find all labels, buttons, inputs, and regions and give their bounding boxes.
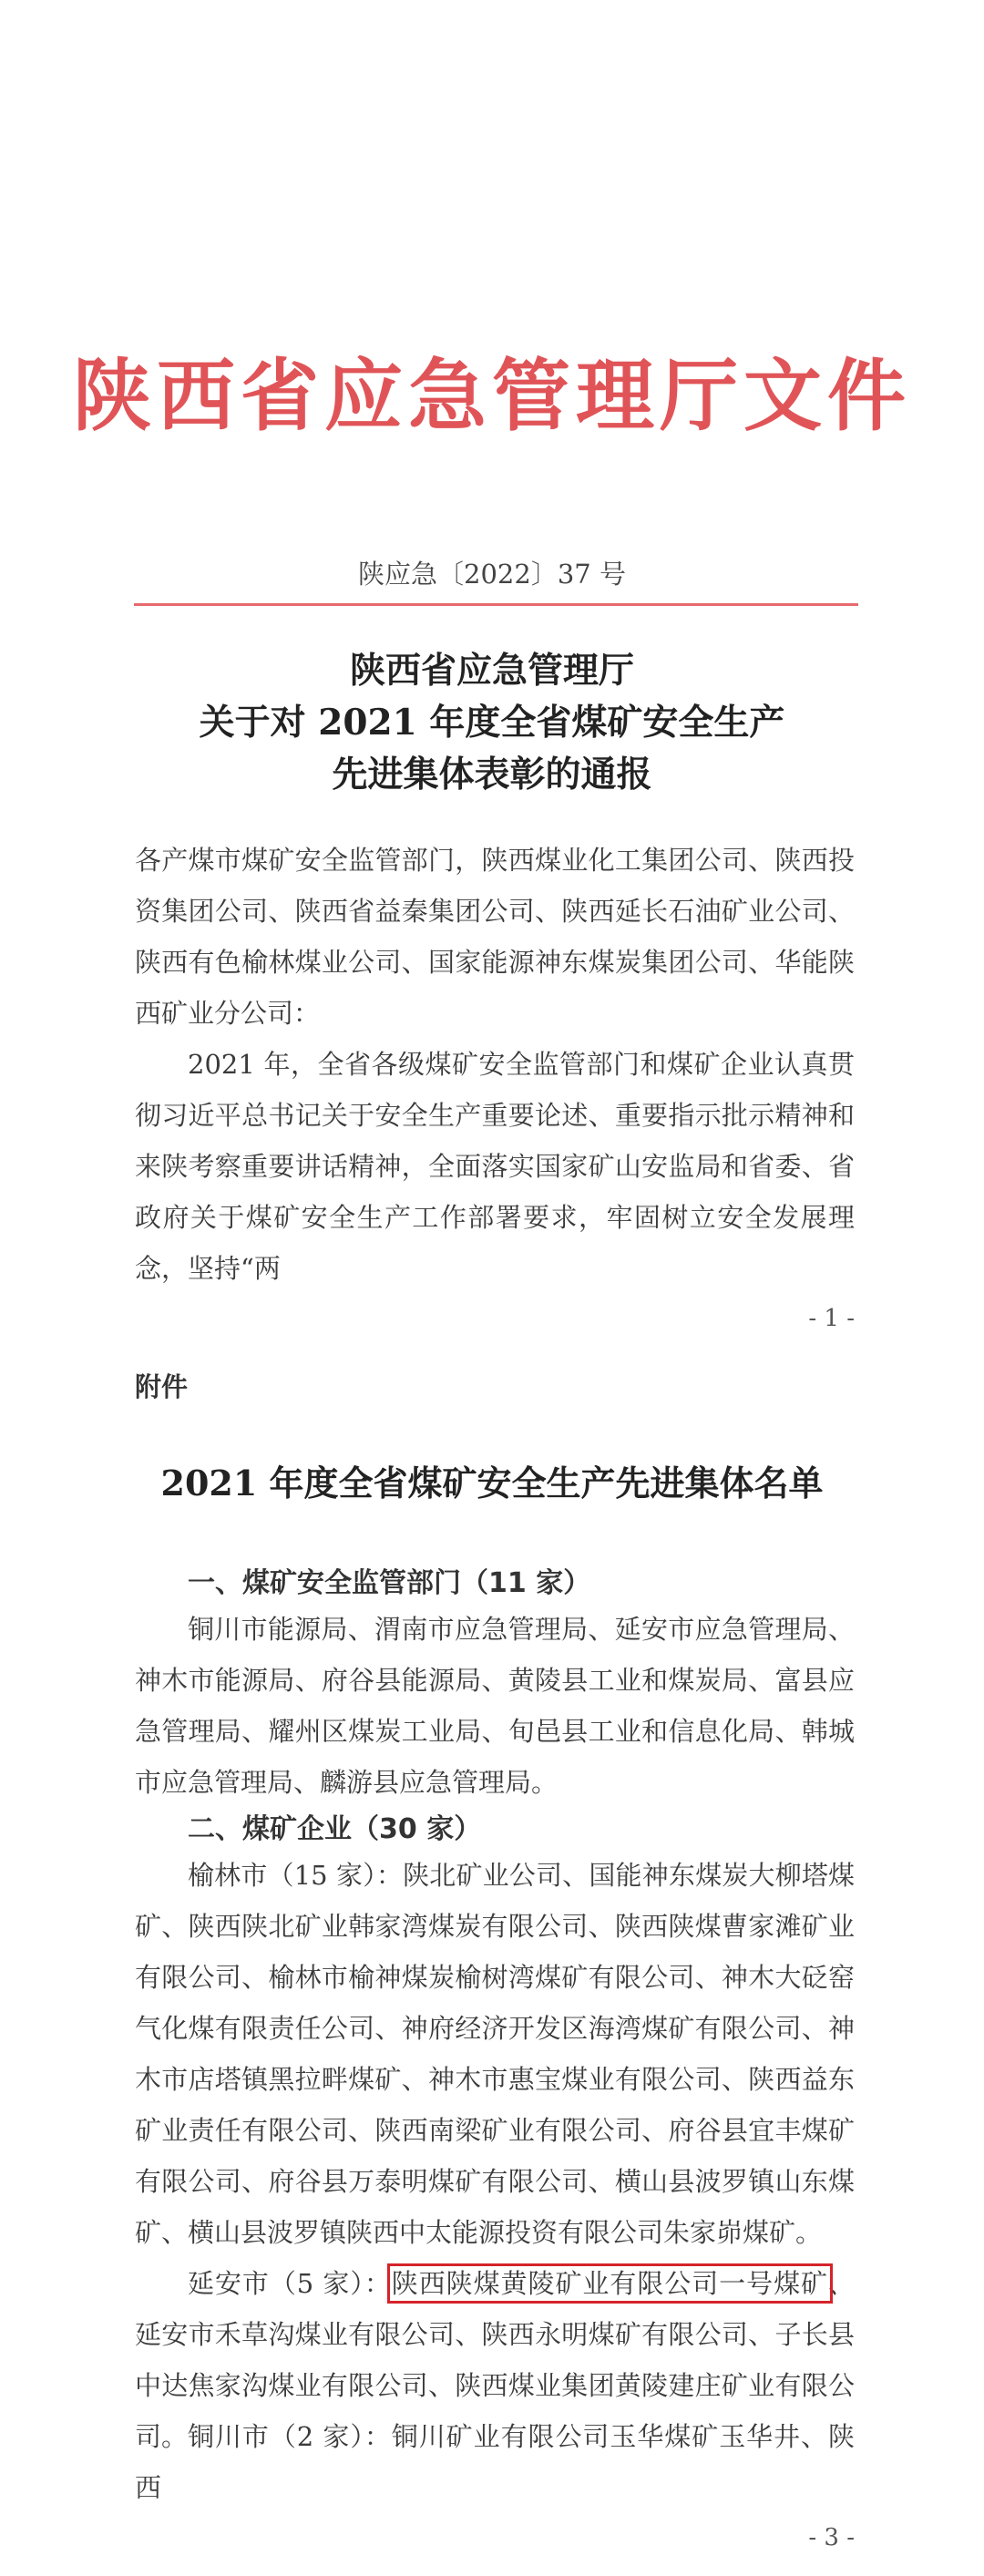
section-1-list [135,1604,855,1808]
document-number: 陕应急〔2022〕37 号 [358,559,626,590]
section-1-heading: 一、煤矿安全监管部门（11 家） [188,1567,591,1599]
yulin-text: 榆林市（15 家）：陕北矿业公司、国能神东煤炭大柳塔煤矿、陕西陕北矿业韩家湾煤炭有限公司、陕西陕煤曹家滩矿业有限公司、榆林市榆神煤炭榆树湾煤矿有限公司、神木大砭窑气化煤有限责任公司、神府经济开发区海湾煤矿有限公司、神木市店塔镇黑拉畔煤矿、神木市惠宝煤业有限公司、陕西益东矿业责任有限公司、陕西南梁矿业有限公司、府谷县宜丰煤矿有限公司、府谷县万泰明煤矿有限公司、横山县波罗镇山东煤矿、横山县波罗镇陕西中太能源投资有限公司朱家峁煤矿。 [135,1860,855,2248]
annex-label: 附件 [135,1371,189,1402]
notice-title-line-2: 关于对 2021 年度全省煤矿安全生产 [199,702,785,744]
red-divider [134,603,858,606]
notice-title-line-1: 陕西省应急管理厅 [349,650,634,692]
tongchuan-text: 铜川市（2 家）：铜川矿业有限公司玉华煤矿玉华井、陕西 [135,2421,855,2503]
section-1-text: 铜川市能源局、渭南市应急管理局、延安市应急管理局、神木市能源局、府谷县能源局、黄陵县工业和煤炭局、富县应急管理局、耀州区煤炭工业局、旬邑县工业和信息化局、韩城市应急管理局、麟游县应急管理局。 [135,1614,855,1798]
masthead-title: 陕西省应急管理厅文件 [73,351,911,442]
body-text: 2021 年，全省各级煤矿安全监管部门和煤矿企业认真贯彻习近平总书记关于安全生产重要论述、重要指示批示精神和来陕考察重要讲话精神，全面落实国家矿山安监局和省委、省政府关于煤矿安全生产工作部署要求，牢固树立安全发展理念，坚持“两 [135,1049,855,1284]
yulin-list [135,1850,855,2258]
yanan-rest: 、延安市禾草沟煤业有限公司、陕西永明煤矿有限公司、子长县中达焦家沟煤业有限公司、陕西煤业集团黄陵建庄矿业有限公司。 [135,2268,855,2452]
annex-title: 2021 年度全省煤矿安全生产先进集体名单 [160,1462,824,1504]
recipients-text: 各产煤市煤矿安全监管部门，陕西煤业化工集团公司、陕西投资集团公司、陕西省益秦集团公司、陕西延长石油矿业公司、陕西有色榆林煤业公司、国家能源神东煤炭集团公司、华能陕西矿业分公司： [135,845,855,1029]
notice-body [135,1039,855,1294]
yanan-prefix: 延安市（5 家）： [188,2268,392,2299]
notice-title-line-3: 先进集体表彰的通报 [332,754,652,795]
page-number-1: - 1 - [808,1305,855,1332]
section-2-heading: 二、煤矿企业（30 家） [188,1813,482,1845]
page-number-3: - 3 - [808,2524,855,2551]
highlighted-company: 陕西陕煤黄陵矿业有限公司一号煤矿 [391,2268,828,2299]
tongchuan-list [135,2411,855,2513]
notice-recipients [135,835,855,1039]
